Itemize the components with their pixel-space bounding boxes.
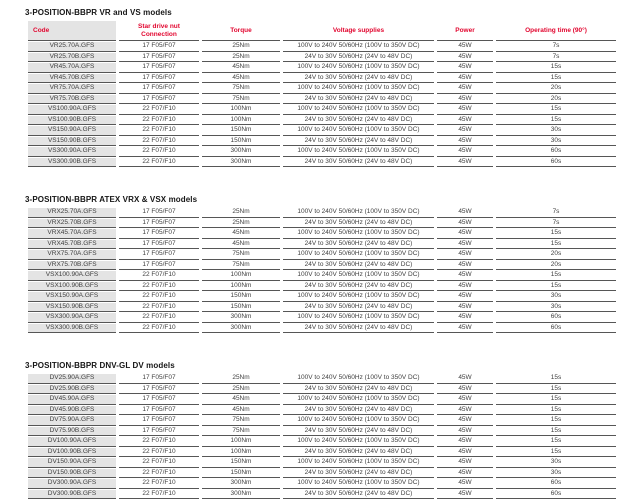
code-cell: VSX100.90A.GFS (28, 271, 116, 281)
table-row (28, 324, 616, 334)
table-cell: 15s (496, 105, 616, 115)
table-cell: 22 F07/F10 (119, 324, 199, 334)
code-cell: VRX45.70A.GFS (28, 229, 116, 239)
table-cell: 45W (437, 385, 493, 395)
table-cell: 17 F05/F07 (119, 74, 199, 84)
table-cell: 45W (437, 395, 493, 405)
table-cell: 300Nm (202, 490, 280, 500)
table-cell: 300Nm (202, 479, 280, 489)
table-cell: 100V to 240V 50/60Hz (100V to 350V DC) (283, 208, 434, 218)
code-cell: DV100.90B.GFS (28, 448, 116, 458)
table-row (28, 229, 616, 239)
table-cell: 24V to 30V 50/60Hz (24V to 48V DC) (283, 427, 434, 437)
table-cell: 45W (437, 458, 493, 468)
table-row (28, 42, 616, 52)
table-cell: 22 F07/F10 (119, 158, 199, 168)
table-cell: 24V to 30V 50/60Hz (24V to 48V DC) (283, 469, 434, 479)
table-row (28, 385, 616, 395)
table-row (28, 84, 616, 94)
table-row (28, 313, 616, 323)
table-cell: 24V to 30V 50/60Hz (24V to 48V DC) (283, 490, 434, 500)
table-cell: 100V to 240V 50/60Hz (100V to 350V DC) (283, 437, 434, 447)
table-row (28, 261, 616, 271)
table-cell: 7s (496, 208, 616, 218)
table-cell: 17 F05/F07 (119, 63, 199, 73)
table-cell: 45W (437, 250, 493, 260)
table-row (28, 406, 616, 416)
table-cell: 45W (437, 406, 493, 416)
table-cell: 17 F05/F07 (119, 261, 199, 271)
table-cell: 45W (437, 240, 493, 250)
table-cell: 24V to 30V 50/60Hz (24V to 48V DC) (283, 158, 434, 168)
table-cell: 150Nm (202, 303, 280, 313)
column-header-code: Code (28, 21, 116, 41)
table-cell: 15s (496, 416, 616, 426)
code-cell: VS300.90A.GFS (28, 147, 116, 157)
table-cell: 15s (496, 271, 616, 281)
table-cell: 30s (496, 458, 616, 468)
table-cell: 17 F05/F07 (119, 374, 199, 384)
column-header-torque: Torque (202, 21, 280, 41)
table-cell: 60s (496, 324, 616, 334)
table-cell: 100Nm (202, 448, 280, 458)
section-dnv-gl-dv (25, 361, 640, 500)
code-cell: VR25.70A.GFS (28, 42, 116, 52)
table-cell: 22 F07/F10 (119, 292, 199, 302)
table-cell: 45Nm (202, 63, 280, 73)
code-cell: DV100.90A.GFS (28, 437, 116, 447)
table-cell: 45Nm (202, 229, 280, 239)
table-cell: 30s (496, 292, 616, 302)
table-cell: 17 F05/F07 (119, 240, 199, 250)
table-cell: 20s (496, 250, 616, 260)
table-cell: 100Nm (202, 105, 280, 115)
table-cell: 100V to 240V 50/60Hz (100V to 350V DC) (283, 458, 434, 468)
table-cell: 45W (437, 147, 493, 157)
table-cell: 45Nm (202, 395, 280, 405)
table-row (28, 63, 616, 73)
table-row (28, 479, 616, 489)
table-cell: 45W (437, 74, 493, 84)
code-cell: VSX100.90B.GFS (28, 282, 116, 292)
table-cell: 15s (496, 395, 616, 405)
table-row (28, 282, 616, 292)
table-cell: 17 F05/F07 (119, 427, 199, 437)
code-cell: VS150.90A.GFS (28, 126, 116, 136)
table-cell: 20s (496, 95, 616, 105)
table-cell: 22 F07/F10 (119, 490, 199, 500)
column-header-voltage: Voltage supplies (283, 21, 434, 41)
table-cell: 150Nm (202, 137, 280, 147)
table-cell: 15s (496, 74, 616, 84)
code-cell: DV25.90A.GFS (28, 374, 116, 384)
table-cell: 15s (496, 437, 616, 447)
section-title: 3-POSITION-BBPR ATEX VRX & VSX models (25, 195, 198, 204)
table-cell: 15s (496, 240, 616, 250)
table-cell: 100Nm (202, 437, 280, 447)
table-cell: 17 F05/F07 (119, 416, 199, 426)
table-cell: 24V to 30V 50/60Hz (24V to 48V DC) (283, 448, 434, 458)
table-cell: 17 F05/F07 (119, 208, 199, 218)
table-cell: 45W (437, 158, 493, 168)
table-cell: 24V to 30V 50/60Hz (24V to 48V DC) (283, 261, 434, 271)
column-header-power: Power (437, 21, 493, 41)
table-cell: 30s (496, 303, 616, 313)
code-cell: DV75.90A.GFS (28, 416, 116, 426)
code-cell: DV150.90A.GFS (28, 458, 116, 468)
table-cell: 45W (437, 416, 493, 426)
table-cell: 45W (437, 116, 493, 126)
table-cell: 60s (496, 313, 616, 323)
table-cell: 45W (437, 261, 493, 271)
table-cell: 22 F07/F10 (119, 313, 199, 323)
code-cell: VS100.90B.GFS (28, 116, 116, 126)
table-cell: 100V to 240V 50/60Hz (100V to 350V DC) (283, 105, 434, 115)
code-cell: DV150.90B.GFS (28, 469, 116, 479)
code-cell: DV45.90A.GFS (28, 395, 116, 405)
table-cell: 17 F05/F07 (119, 95, 199, 105)
table-cell: 20s (496, 84, 616, 94)
code-cell: VSX300.90A.GFS (28, 313, 116, 323)
table-cell: 25Nm (202, 208, 280, 218)
code-cell: DV300.90B.GFS (28, 490, 116, 500)
spec-table-vr-vs (25, 20, 619, 168)
table-cell: 60s (496, 490, 616, 500)
table-cell: 150Nm (202, 126, 280, 136)
code-cell: VRX75.70A.GFS (28, 250, 116, 260)
table-cell: 45W (437, 324, 493, 334)
table-row (28, 219, 616, 229)
table-header-row (28, 21, 616, 41)
table-cell: 15s (496, 385, 616, 395)
table-cell: 15s (496, 282, 616, 292)
table-row (28, 416, 616, 426)
table-cell: 45W (437, 219, 493, 229)
table-cell: 45W (437, 229, 493, 239)
table-cell: 17 F05/F07 (119, 250, 199, 260)
table-cell: 24V to 30V 50/60Hz (24V to 48V DC) (283, 282, 434, 292)
table-cell: 100V to 240V 50/60Hz (100V to 350V DC) (283, 479, 434, 489)
table-cell: 45W (437, 469, 493, 479)
table-cell: 17 F05/F07 (119, 385, 199, 395)
table-row (28, 105, 616, 115)
table-cell: 15s (496, 406, 616, 416)
table-cell: 22 F07/F10 (119, 116, 199, 126)
table-cell: 22 F07/F10 (119, 105, 199, 115)
table-cell: 45Nm (202, 74, 280, 84)
table-cell: 150Nm (202, 458, 280, 468)
table-cell: 100Nm (202, 271, 280, 281)
code-cell: DV300.90A.GFS (28, 479, 116, 489)
table-row (28, 292, 616, 302)
table-cell: 24V to 30V 50/60Hz (24V to 48V DC) (283, 95, 434, 105)
table-cell: 7s (496, 53, 616, 63)
table-cell: 15s (496, 63, 616, 73)
table-cell: 100V to 240V 50/60Hz (100V to 350V DC) (283, 147, 434, 157)
table-cell: 25Nm (202, 42, 280, 52)
code-cell: VS300.90B.GFS (28, 158, 116, 168)
table-row (28, 240, 616, 250)
table-cell: 15s (496, 448, 616, 458)
table-cell: 22 F07/F10 (119, 137, 199, 147)
table-cell: 100V to 240V 50/60Hz (100V to 350V DC) (283, 84, 434, 94)
table-cell: 75Nm (202, 416, 280, 426)
code-cell: VSX300.90B.GFS (28, 324, 116, 334)
table-row (28, 74, 616, 84)
section-atex-vrx-vsx (25, 195, 640, 334)
table-cell: 45W (437, 137, 493, 147)
table-cell: 100V to 240V 50/60Hz (100V to 350V DC) (283, 416, 434, 426)
table-cell: 24V to 30V 50/60Hz (24V to 48V DC) (283, 240, 434, 250)
table-row (28, 490, 616, 500)
table-row (28, 448, 616, 458)
table-cell: 100V to 240V 50/60Hz (100V to 350V DC) (283, 42, 434, 52)
table-cell: 45W (437, 490, 493, 500)
table-cell: 60s (496, 147, 616, 157)
table-cell: 150Nm (202, 469, 280, 479)
code-cell: VRX25.70A.GFS (28, 208, 116, 218)
table-cell: 24V to 30V 50/60Hz (24V to 48V DC) (283, 74, 434, 84)
table-cell: 25Nm (202, 385, 280, 395)
table-cell: 45W (437, 303, 493, 313)
table-cell: 15s (496, 427, 616, 437)
code-cell: DV45.90B.GFS (28, 406, 116, 416)
table-cell: 30s (496, 137, 616, 147)
table-cell: 15s (496, 374, 616, 384)
table-cell: 30s (496, 469, 616, 479)
table-cell: 22 F07/F10 (119, 469, 199, 479)
table-cell: 22 F07/F10 (119, 126, 199, 136)
table-cell: 75Nm (202, 84, 280, 94)
table-cell: 24V to 30V 50/60Hz (24V to 48V DC) (283, 137, 434, 147)
table-cell: 22 F07/F10 (119, 147, 199, 157)
code-cell: VS100.90A.GFS (28, 105, 116, 115)
code-cell: VRX45.70B.GFS (28, 240, 116, 250)
code-cell: VR25.70B.GFS (28, 53, 116, 63)
code-cell: VRX75.70B.GFS (28, 261, 116, 271)
table-cell: 45W (437, 448, 493, 458)
table-cell: 45W (437, 105, 493, 115)
table-cell: 100Nm (202, 282, 280, 292)
table-cell: 17 F05/F07 (119, 229, 199, 239)
table-cell: 24V to 30V 50/60Hz (24V to 48V DC) (283, 303, 434, 313)
table-row (28, 374, 616, 384)
table-row (28, 271, 616, 281)
table-cell: 75Nm (202, 250, 280, 260)
table-cell: 150Nm (202, 292, 280, 302)
table-cell: 45W (437, 95, 493, 105)
table-row (28, 95, 616, 105)
table-cell: 24V to 30V 50/60Hz (24V to 48V DC) (283, 53, 434, 63)
table-cell: 45W (437, 427, 493, 437)
table-row (28, 116, 616, 126)
table-row (28, 208, 616, 218)
code-cell: DV25.90B.GFS (28, 385, 116, 395)
table-cell: 24V to 30V 50/60Hz (24V to 48V DC) (283, 406, 434, 416)
code-cell: VRX25.70B.GFS (28, 219, 116, 229)
table-cell: 45W (437, 479, 493, 489)
table-cell: 7s (496, 219, 616, 229)
table-cell: 24V to 30V 50/60Hz (24V to 48V DC) (283, 324, 434, 334)
table-cell: 45W (437, 63, 493, 73)
table-cell: 300Nm (202, 158, 280, 168)
table-cell: 45W (437, 374, 493, 384)
table-cell: 45W (437, 313, 493, 323)
table-cell: 22 F07/F10 (119, 271, 199, 281)
table-cell: 100V to 240V 50/60Hz (100V to 350V DC) (283, 395, 434, 405)
table-cell: 45W (437, 282, 493, 292)
code-cell: VS150.90B.GFS (28, 137, 116, 147)
table-cell: 45W (437, 126, 493, 136)
table-cell: 17 F05/F07 (119, 406, 199, 416)
table-cell: 15s (496, 116, 616, 126)
table-cell: 75Nm (202, 427, 280, 437)
table-cell: 24V to 30V 50/60Hz (24V to 48V DC) (283, 385, 434, 395)
section-title: 3-POSITION-BBPR DNV-GL DV models (25, 361, 175, 370)
code-cell: VR45.70A.GFS (28, 63, 116, 73)
table-cell: 100V to 240V 50/60Hz (100V to 350V DC) (283, 126, 434, 136)
code-cell: VR45.70B.GFS (28, 74, 116, 84)
table-cell: 24V to 30V 50/60Hz (24V to 48V DC) (283, 219, 434, 229)
table-cell: 17 F05/F07 (119, 42, 199, 52)
table-cell: 45W (437, 292, 493, 302)
table-cell: 22 F07/F10 (119, 458, 199, 468)
table-cell: 17 F05/F07 (119, 219, 199, 229)
code-cell: DV75.90B.GFS (28, 427, 116, 437)
table-cell: 30s (496, 126, 616, 136)
table-cell: 24V to 30V 50/60Hz (24V to 48V DC) (283, 116, 434, 126)
table-row (28, 250, 616, 260)
table-cell: 25Nm (202, 374, 280, 384)
table-cell: 22 F07/F10 (119, 282, 199, 292)
table-cell: 17 F05/F07 (119, 53, 199, 63)
table-cell: 25Nm (202, 53, 280, 63)
column-header-operating-time: Operating time (90°) (496, 21, 616, 41)
table-row (28, 437, 616, 447)
table-row (28, 395, 616, 405)
table-cell: 20s (496, 261, 616, 271)
table-cell: 45W (437, 208, 493, 218)
table-cell: 100V to 240V 50/60Hz (100V to 350V DC) (283, 229, 434, 239)
table-cell: 60s (496, 158, 616, 168)
table-cell: 45W (437, 84, 493, 94)
table-cell: 300Nm (202, 324, 280, 334)
table-cell: 45Nm (202, 406, 280, 416)
table-cell: 45W (437, 437, 493, 447)
table-row (28, 147, 616, 157)
table-cell: 100V to 240V 50/60Hz (100V to 350V DC) (283, 374, 434, 384)
table-cell: 45W (437, 53, 493, 63)
table-row (28, 137, 616, 147)
table-cell: 17 F05/F07 (119, 84, 199, 94)
table-cell: 100V to 240V 50/60Hz (100V to 350V DC) (283, 313, 434, 323)
table-cell: 100V to 240V 50/60Hz (100V to 350V DC) (283, 292, 434, 302)
table-cell: 300Nm (202, 313, 280, 323)
table-row (28, 469, 616, 479)
table-cell: 45W (437, 271, 493, 281)
spec-table-dnv-gl (25, 373, 619, 500)
section-title: 3-POSITION-BBPR VR and VS models (25, 8, 172, 17)
table-cell: 45W (437, 42, 493, 52)
table-cell: 100V to 240V 50/60Hz (100V to 350V DC) (283, 63, 434, 73)
table-cell: 22 F07/F10 (119, 479, 199, 489)
table-row (28, 158, 616, 168)
spec-table-atex (25, 207, 619, 334)
table-cell: 100Nm (202, 116, 280, 126)
table-row (28, 303, 616, 313)
table-cell: 22 F07/F10 (119, 448, 199, 458)
code-cell: VR75.70A.GFS (28, 84, 116, 94)
table-cell: 300Nm (202, 147, 280, 157)
table-cell: 100V to 240V 50/60Hz (100V to 350V DC) (283, 250, 434, 260)
table-cell: 22 F07/F10 (119, 303, 199, 313)
table-cell: 60s (496, 479, 616, 489)
table-cell: 75Nm (202, 261, 280, 271)
table-cell: 25Nm (202, 219, 280, 229)
code-cell: VR75.70B.GFS (28, 95, 116, 105)
section-vr-vs (25, 8, 640, 168)
table-row (28, 458, 616, 468)
table-cell: 45Nm (202, 240, 280, 250)
table-cell: 22 F07/F10 (119, 437, 199, 447)
table-cell: 17 F05/F07 (119, 395, 199, 405)
code-cell: VSX150.90A.GFS (28, 292, 116, 302)
table-row (28, 53, 616, 63)
table-cell: 7s (496, 42, 616, 52)
code-cell: VSX150.90B.GFS (28, 303, 116, 313)
table-row (28, 126, 616, 136)
column-header-connection: Star drive nut Connection (119, 21, 199, 41)
table-cell: 75Nm (202, 95, 280, 105)
table-row (28, 427, 616, 437)
table-cell: 100V to 240V 50/60Hz (100V to 350V DC) (283, 271, 434, 281)
table-cell: 15s (496, 229, 616, 239)
